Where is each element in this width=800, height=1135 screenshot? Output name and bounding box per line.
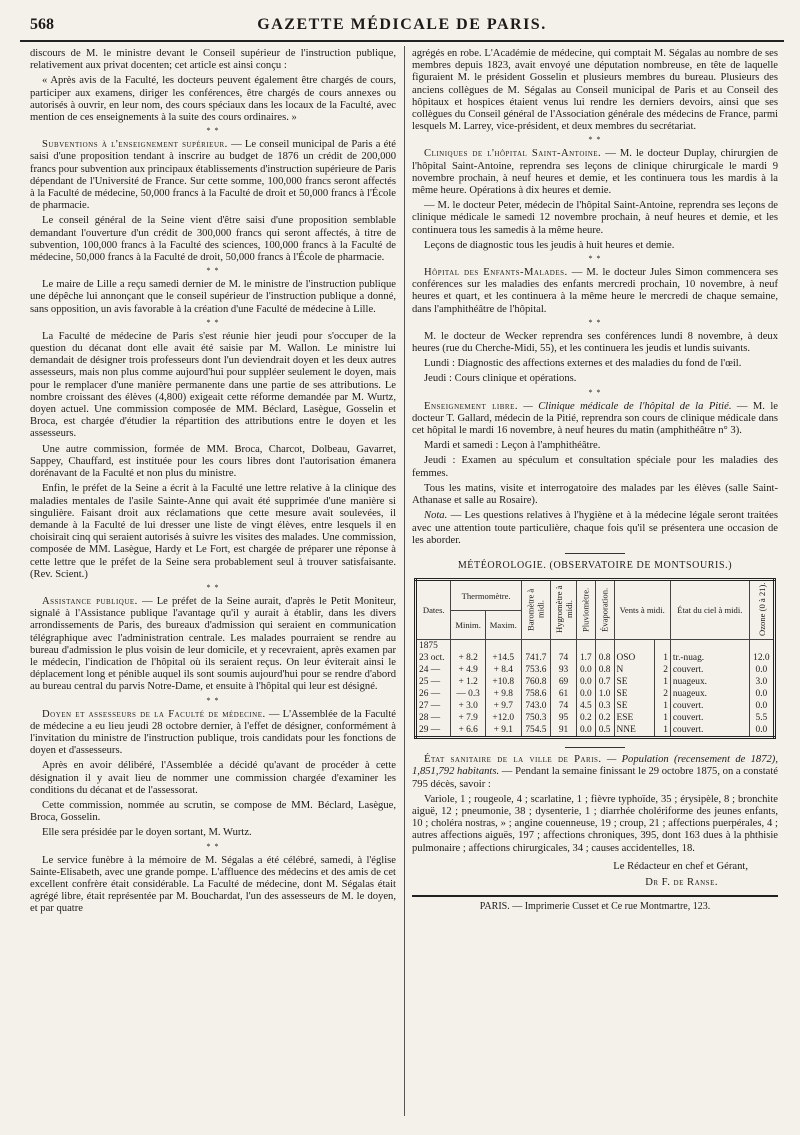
cell-vent: ESE: [614, 712, 654, 724]
article-text: — L'Assemblée de la Faculté de médecine a eu lieu jeudi 28 octobre dernier, à l'effet de désigner, conformément à l'invitation du ministre de l'instruction publique, trois candidats pour les fonctions de doyen et d'assesseurs.: [30, 708, 396, 757]
left-column: [30, 48, 396, 919]
cell-force: 1: [654, 724, 670, 738]
col-maxim: Maxim.: [485, 611, 521, 640]
cell-etat: nuageux.: [670, 676, 749, 688]
article-enfants: [412, 267, 778, 316]
cell-date: 25 —: [416, 676, 451, 688]
section-separator: * *: [206, 841, 220, 851]
section-separator: * *: [206, 126, 220, 136]
divider: [565, 553, 625, 554]
paragraph: Le conseil général de la Seine vient d'être saisi d'une proposition semblable demandant l'ouverture d'un crédit de 300,000 francs qui seront affectés, à titre de subvention, 100,000 francs à la Faculté des sciences, 100,000 francs à la Faculté de médecine, 50,000 francs à la Faculté de droit, 50,000 francs à l'École de pharmacie.: [30, 215, 396, 264]
cell-baro: 741.7: [521, 652, 550, 664]
section-separator: * *: [206, 695, 220, 705]
cell-min: + 3.0: [451, 700, 485, 712]
cell-pluvio: 0.0: [576, 688, 595, 700]
cell-etat: couvert.: [670, 664, 749, 676]
table-row: [416, 652, 775, 664]
cell-force: 1: [654, 700, 670, 712]
column-divider: [404, 46, 405, 1116]
meteorology-table: [414, 578, 776, 739]
cell-ozone: 0.0: [749, 664, 774, 676]
cell-ozone: 12.0: [749, 652, 774, 664]
paragraph: Jeudi : Examen au spéculum et consultation spéciale pour les maladies des femmes.: [412, 455, 778, 479]
cell-pluvio: 1.7: [576, 652, 595, 664]
cell-max: +12.0: [485, 712, 521, 724]
section-separator: * *: [588, 135, 602, 145]
col-vents: Vents à midi.: [614, 580, 670, 640]
paragraph: Jeudi : Cours clinique et opérations.: [424, 373, 577, 385]
cell-evap: 0.2: [595, 712, 614, 724]
cell-hygro: 69: [551, 676, 577, 688]
cell-max: + 9.8: [485, 688, 521, 700]
cell-ozone: 0.0: [749, 688, 774, 700]
cell-baro: 750.3: [521, 712, 550, 724]
cell-pluvio: 0.0: [576, 676, 595, 688]
cell-max: + 9.7: [485, 700, 521, 712]
signature-block: [412, 861, 778, 889]
section-separator: * *: [588, 387, 602, 397]
article-assistance: [30, 596, 396, 694]
article-etat-sanitaire: [412, 754, 778, 791]
article-doyen: [30, 709, 396, 758]
cell-evap: 1.0: [595, 688, 614, 700]
article-text: — Les questions relatives à l'hygiène et à la médecine légale seront traitées avec une attention toute particulière, chaque fois qu'il se présentera une occasion de les aborder.: [412, 510, 778, 546]
cell-date: 28 —: [416, 712, 451, 724]
paragraph: Cette commission, nommée au scrutin, se compose de MM. Béclard, Lasègue, Broca, Gosselin.: [30, 799, 396, 824]
cell-evap: 0.7: [595, 676, 614, 688]
cell-force: 1: [654, 676, 670, 688]
article-text: — M. le docteur T. Gallard, médecin de la Pitié, reprendra son cours de clinique médicale dans cet hôpital le mardi 16 novembre, à neuf heures du matin (amphithéâtre n° 3).: [412, 400, 778, 437]
cell-vent: N: [614, 664, 654, 676]
paragraph: Après en avoir délibéré, l'Assemblée a décidé qu'avant de procéder à cette désignation il y avait lieu de nommer une commission chargée d'examiner les conditions du décanat et de l'assessorat.: [30, 760, 396, 796]
paragraph: Leçons de diagnostic tous les jeudis à huit heures et demie.: [424, 239, 675, 251]
cell-vent: SE: [614, 676, 654, 688]
col-evaporation: Évaporation.: [595, 580, 614, 640]
section-heading: Assistance publique.: [42, 595, 138, 607]
table-row: [416, 676, 775, 688]
article-text: — Pendant la semaine finissant le 29 octobre 1875, on a constaté 795 décès, savoir :: [412, 766, 779, 790]
paragraph: Variole, 1 ; rougeole, 4 ; scarlatine, 1 ; fièvre typhoïde, 35 ; érysipèle, 8 ; bronchite aiguë, 12 ; pneumonie, 38 ; dysenterie, 1 ; diarrhée cholériforme des jeunes enfants, 10 ; choléra nostras, » ; angine couenneuse, 19 ; croup, 21 ; affections puerpérales, 4 ; autres affections aiguës, 197 ; affections chroniques, 395, dont 163 dues à la phthisie pulmonaire ; affections chirurgicales, 34 ; causes accidentelles, 18.: [412, 793, 778, 854]
paragraph: La Faculté de médecine de Paris s'est réunie hier jeudi pour s'occuper de la question du décanat dont elle avait été saisie par M. Wallon. Le ministre lui demandait de désigner trois professeurs dont l'un deviendrait doyen et les deux autres assesseurs, mais non plus comme aujourd'hui pour suppléer seulement le doyen, mais pour le remplacer d'une manière permanente dans une partie de ses attributions. Le nombre croissant des élèves (4,800) exigeait cette réforme demandée par M. Wurtz, doyen actuel. Une commission composée de MM. Béclard, Lasègue, Gosselin et Broca, est chargée d'étudier la répartition des attributions entre le doyen et les assesseurs.: [30, 330, 396, 440]
cell-min: — 0.3: [451, 688, 485, 700]
population-note: — Population (recensement de 1872), 1,851,792 habitants.: [412, 754, 778, 778]
signature-role: Le Rédacteur en chef et Gérant,: [613, 860, 748, 872]
cell-ozone: 5.5: [749, 712, 774, 724]
cell-baro: 753.6: [521, 664, 550, 676]
paragraph: Le maire de Lille a reçu samedi dernier de M. le ministre de l'instruction publique une dépêche lui annonçant que le conseil supérieur de l'instruction publique a donné, sans opposition, un avis favorable à la création d'une Faculté de médecine à Lille.: [30, 279, 396, 315]
imprint: PARIS. — Imprimerie Cusset et Ce rue Montmartre, 123.: [412, 895, 778, 913]
page-title: GAZETTE MÉDICALE DE PARIS.: [257, 16, 547, 33]
paragraph: Enfin, le préfet de la Seine a écrit à la Faculté une lettre relative à la clinique des maladies mentales de l'asile Sainte-Anne qui avait été supprimée d'une manière si singulière. Faisant droit aux réclamations que cette mesure avait soulevées, il demande à la Faculté de lui dresser une liste de vingt élèves, entre lesquels il en choisirait cinq qui seraient autorisés à suivre les visites des malades. Une commission, composée de MM. Lasègue, Hardy et Le Fort, est chargée de préparer une réponse à cette lettre que le préfet de la Seine sera probablement seul à trouver satisfaisante. (Rev. Scient.): [30, 483, 396, 580]
paragraph: Mardi et samedi : Leçon à l'amphithéâtre.: [424, 440, 601, 452]
cell-evap: 0.3: [595, 700, 614, 712]
table-row: [416, 664, 775, 676]
cell-hygro: 61: [551, 688, 577, 700]
cell-etat: nuageux.: [670, 688, 749, 700]
article-subventions: [30, 139, 396, 212]
cell-date: 23 oct.: [416, 652, 451, 664]
cell-min: + 8.2: [451, 652, 485, 664]
cell-vent: NNE: [614, 724, 654, 738]
cell-max: +10.8: [485, 676, 521, 688]
section-separator: * *: [588, 254, 602, 264]
article-text: — Le conseil municipal de Paris a été saisi d'une proposition tendant à inscrire au budget de 1876 un crédit de 200,000 francs pour subvention aux principaux établissements d'instruction supérieure de Paris dépendant de l'Université de France. Sur cette somme, 100,000 francs seront affectés à la Faculté de médecine, 50,000 francs à la Faculté de droit et 50,000 francs à l'École de pharmacie.: [30, 139, 396, 212]
cell-max: +14.5: [485, 652, 521, 664]
cell-baro: 760.8: [521, 676, 550, 688]
paragraph: Le service funèbre à la mémoire de M. Ségalas a été célébré, samedi, à l'église Sainte-Elisabeth, avec une grande pompe. L'affluence des médecins et des amis de cet excellent confrère était considérable. La Faculté de médecine, dont M. Ségalas était agrégé libre, était représentée par M. Bouchardat, l'un des assesseurs de M. le doyen, et par quatre: [30, 854, 396, 915]
cell-pluvio: 0.2: [576, 712, 595, 724]
cell-hygro: 93: [551, 664, 577, 676]
cell-evap: 0.5: [595, 724, 614, 738]
article-text: — M. le docteur Duplay, chirurgien de l'hôpital Saint-Antoine, reprendra ses leçons de clinique chirurgicale le mardi 9 novembre prochain, à neuf heures et demie, et les continuera tous les mardis à la même heure. Opérations à dix heures et demie.: [412, 148, 778, 197]
cell-min: + 7.9: [451, 712, 485, 724]
article-enseignement: [412, 401, 778, 438]
right-column: [412, 48, 778, 913]
cell-force: 2: [654, 664, 670, 676]
cell-etat: tr.-nuag.: [670, 652, 749, 664]
paragraph: « Après avis de la Faculté, les docteurs peuvent également être chargés de cours, participer aux examens, diriger les conférences, être chargés de cours annexes ou autorisés à ouvrir, en leur nom, des cours spéciaux dans les locaux de la Faculté, avec mention de ces enseignements à la suite des cours ordinaires. »: [30, 75, 396, 124]
cell-force: 2: [654, 688, 670, 700]
section-heading: Cliniques de l'hôpital Saint-Antoine.: [424, 148, 602, 160]
col-ozone: Ozone (0 à 21).: [749, 580, 774, 640]
paragraph: discours de M. le ministre devant le Conseil supérieur de l'instruction publique, relativement aux privat docenten; cet article est ainsi conçu :: [30, 48, 396, 72]
section-heading: État sanitaire de la ville de Paris.: [424, 754, 602, 766]
cell-hygro: 74: [551, 700, 577, 712]
cell-date: 24 —: [416, 664, 451, 676]
cell-ozone: 0.0: [749, 700, 774, 712]
cell-pluvio: 4.5: [576, 700, 595, 712]
cell-max: + 9.1: [485, 724, 521, 738]
table-row: [416, 688, 775, 700]
paragraph: Une autre commission, formée de MM. Broca, Charcot, Dolbeau, Gavarret, Sappey, Chauffard, est instituée pour les cours libres dont l'autorisation émanera dorénavant de la Faculté et non plus du ministre.: [30, 443, 396, 480]
section-heading: Enseignement libre.: [424, 400, 519, 412]
section-heading: Hôpital des Enfants-Malades.: [424, 267, 568, 279]
cell-max: + 8.4: [485, 664, 521, 676]
article-cliniques: [412, 148, 778, 197]
divider: [565, 747, 625, 748]
section-separator: * *: [588, 317, 602, 327]
table-row: [416, 724, 775, 738]
cell-min: + 4.9: [451, 664, 485, 676]
cell-vent: OSO: [614, 652, 654, 664]
cell-hygro: 91: [551, 724, 577, 738]
cell-force: 1: [654, 712, 670, 724]
paragraph: — M. le docteur Peter, médecin de l'hôpital Saint-Antoine, reprendra ses leçons de clinique médicale le samedi 12 novembre prochain, à neuf heures et demie, et les continuera tous les samedis à la même heure.: [412, 200, 778, 236]
cell-etat: couvert.: [670, 712, 749, 724]
section-separator: * *: [206, 582, 220, 592]
cell-pluvio: 0.0: [576, 664, 595, 676]
table-row: [416, 712, 775, 724]
cell-ozone: 3.0: [749, 676, 774, 688]
paragraph: agrégés en robe. L'Académie de médecine, qui comptait M. Ségalas au nombre de ses membres depuis 1823, avait envoyé une députation nombreuse, en tête de laquelle figuraient M. le président Gosselin et plusieurs membres du bureau. Plusieurs des anciens collègues de M. Ségalas au Conseil municipal de Paris et au Conseil des hôpitaux et hospices étaient venus lui rendre les derniers devoirs, ainsi que ses collègues du Conseil général de l'Association générale des médecins de France, parmi lesquels M. Larrey, vice-président, et deux membres du secrétariat.: [412, 48, 778, 133]
paragraph: Lundi : Diagnostic des affections externes et des maladies du fond de l'œil.: [424, 358, 742, 370]
col-minim: Minim.: [451, 611, 485, 640]
paragraph: Tous les matins, visite et interrogatoire des malades par les élèves (salle Saint-Athanase et salle au Rosaire).: [412, 482, 778, 507]
cell-evap: 0.8: [595, 664, 614, 676]
col-dates: Dates.: [416, 580, 451, 640]
section-separator: * *: [206, 317, 220, 327]
col-barometre: Baromètre à midi.: [521, 580, 550, 640]
cell-min: + 6.6: [451, 724, 485, 738]
cell-evap: 0.8: [595, 652, 614, 664]
paragraph: Elle sera présidée par le doyen sortant, M. Wurtz.: [42, 827, 252, 839]
cell-date: 29 —: [416, 724, 451, 738]
cell-hygro: 74: [551, 652, 577, 664]
cell-date: 26 —: [416, 688, 451, 700]
section-heading: Doyen et assesseurs de la Faculté de médecine.: [42, 708, 266, 720]
meteorology-title: MÉTÉOROLOGIE. (OBSERVATOIRE DE MONTSOURIS.): [457, 559, 733, 571]
col-pluviometre: Pluviomètre.: [576, 580, 595, 640]
cell-min: + 1.2: [451, 676, 485, 688]
article-text: — Le préfet de la Seine aurait, d'après le Petit Moniteur, signalé à l'Assistance publique l'avantage qu'il y aurait à établir, dans les divers arrondissements de Paris, des bureaux d'admission qui seraient en communication télégraphique avec l'administration centrale. Les malades pourraient se rendre au bureau d'admission le plus voisin de leur domicile, et y recevraient, après examen par le médecin, l'indication de l'hôpital où ils seraient reçus. On leur éviterait ainsi le déplacement long et pénible auquel ils sont soumis aujourd'hui pour se rendre d'abord au bureau central du parvis Notre-Dame, et ensuite à l'hôpital qui leur est désigné.: [30, 595, 396, 693]
paragraph: M. le docteur de Wecker reprendra ses conférences lundi 8 novembre, à deux heures (rue du Cherche-Midi, 55), et les continuera les jeudis et lundis suivants.: [412, 330, 778, 355]
cell-date: 27 —: [416, 700, 451, 712]
cell-hygro: 95: [551, 712, 577, 724]
page-number: 568: [30, 16, 54, 33]
cell-vent: SE: [614, 700, 654, 712]
nota-paragraph: [412, 510, 778, 547]
section-heading: Subventions à l'enseignement supérieur.: [42, 139, 228, 151]
table-year: 1875: [416, 640, 451, 653]
section-separator: * *: [206, 266, 220, 276]
col-hygrometre: Hygromètre à midi.: [551, 580, 577, 640]
page-header: [20, 14, 784, 42]
cell-pluvio: 0.0: [576, 724, 595, 738]
cell-baro: 754.5: [521, 724, 550, 738]
cell-baro: 758.6: [521, 688, 550, 700]
article-text: — M. le docteur Jules Simon commencera ses conférences sur les maladies des enfants mercredi prochain, 10 novembre, à neuf heures et quart, et les continuera à la même heure le mercredi de chaque semaine, dans l'amphithéâtre de l'hôpital.: [412, 267, 778, 315]
col-etat-ciel: État du ciel à midi.: [670, 580, 749, 640]
cell-baro: 743.0: [521, 700, 550, 712]
cell-ozone: 0.0: [749, 724, 774, 738]
cell-etat: couvert.: [670, 724, 749, 738]
section-subheading: — Clinique médicale de l'hôpital de la Pitié.: [518, 400, 732, 412]
cell-etat: couvert.: [670, 700, 749, 712]
cell-force: 1: [654, 652, 670, 664]
cell-vent: SE: [614, 688, 654, 700]
table-row: [416, 700, 775, 712]
col-thermometre: Thermomètre.: [451, 580, 521, 611]
nota-label: Nota.: [424, 510, 448, 522]
signature-name: Dr F. de Ranse.: [645, 876, 718, 888]
